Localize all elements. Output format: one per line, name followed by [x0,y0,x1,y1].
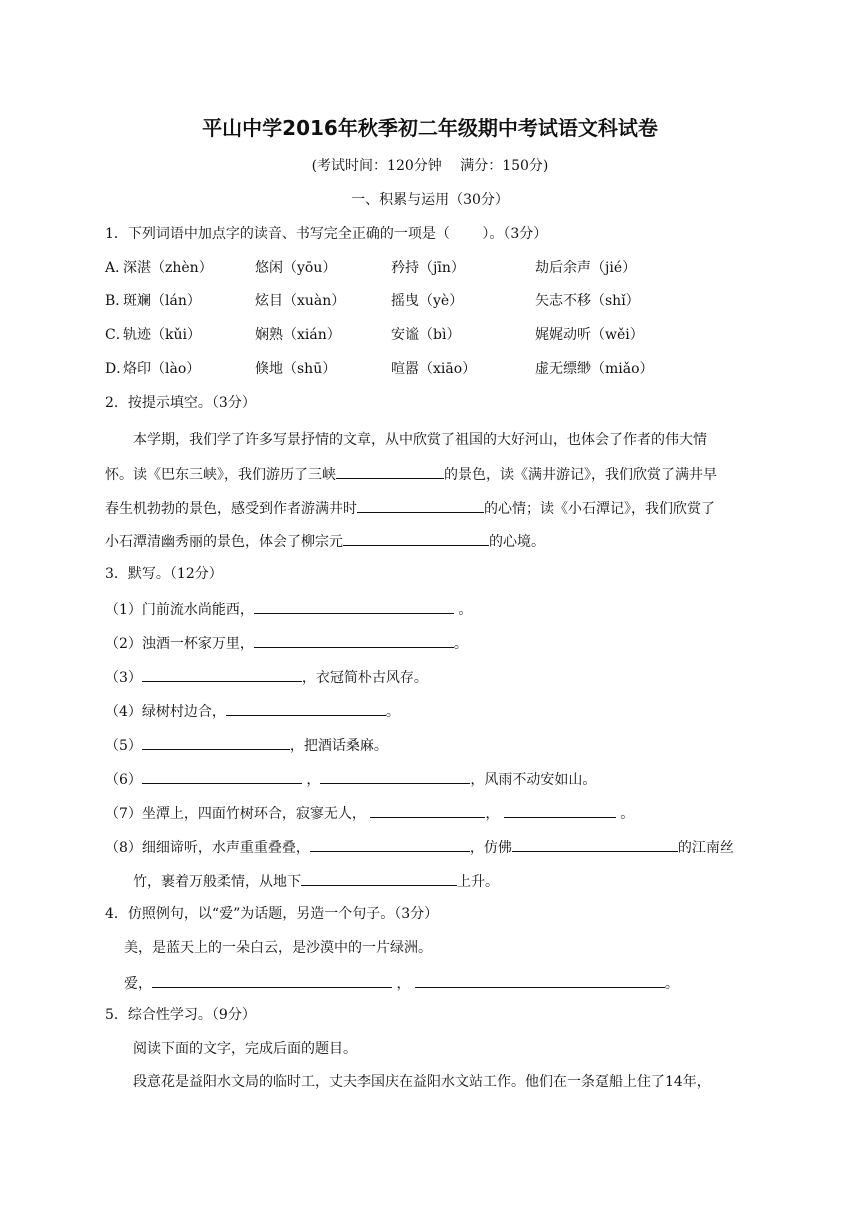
q3-text: （8）细细谛听，水声重重叠叠， [105,840,310,856]
q3-item-6 [105,767,596,789]
option-word: 斑斓（lán） [123,293,201,309]
q4-stem: 4．仿照例句，以“爱”为话题，另造一个句子。（3分） [105,906,439,922]
exam-subtitle: (考试时间：120分钟 满分：150分) [311,158,549,174]
option-word: 虚无缥缈（miǎo） [535,361,654,377]
q3-text: ， [485,806,500,822]
option-word: 摇曳（yè） [391,293,464,309]
q3-item-5 [105,733,388,755]
q3-text: 上升。 [457,874,499,890]
q3-item-7 [105,801,634,823]
fill-blank[interactable] [320,767,470,784]
option-word: 矢志不移（shǐ） [535,293,640,309]
fill-blank[interactable] [415,971,665,988]
q3-item-8-cont [133,869,499,891]
option-word: 矜持（jīn） [391,260,465,276]
q3-text: ， [306,772,321,788]
fill-blank[interactable] [343,529,489,546]
option-word: 轨迹（kǔi） [123,327,201,343]
q3-item-2 [105,631,468,653]
q2-text: 小石潭清幽秀丽的景色，体会了柳宗元 [105,534,343,550]
q4-text: 爱， [124,976,152,992]
q3-text: （4）绿树村边合， [105,704,226,720]
q3-text: （1）门前流水尚能西， [105,602,254,618]
option-label: A． [105,260,130,276]
q2-line [105,496,715,518]
option-word: 娴熟（xián） [255,327,341,343]
option-word: 安谧（bì） [391,327,461,343]
q5-stem: 5．综合性学习。（9分） [105,1007,256,1023]
q3-text: 竹，裹着万般柔情，从地下 [133,874,301,890]
fill-blank[interactable] [226,699,386,716]
section-heading: 一、积累与运用（30分） [351,192,509,208]
fill-blank[interactable] [336,462,444,479]
fill-blank[interactable] [142,733,290,750]
q3-text: （6） [105,772,142,788]
option-word: 娓娓动听（wěi） [535,327,644,343]
q2-line [105,529,545,551]
q3-text: ，仿佛 [469,840,512,856]
q3-text: （5） [105,738,142,754]
option-word: 深湛（zhèn） [123,260,213,276]
option-word: 劫后余声（jié） [535,260,637,276]
q2-line [105,462,717,484]
q4-text: 。 [664,976,679,992]
q2-stem: 2．按提示填空。（3分） [105,395,256,411]
option-word: 烙印（lào） [123,361,201,377]
fill-blank[interactable] [142,767,302,784]
q3-text: 。 [453,636,468,652]
q3-item-4 [105,699,400,721]
fill-blank[interactable] [512,835,678,852]
q2-line: 本学期，我们学了许多写景抒情的文章，从中欣赏了祖国的大好河山，也体会了作者的伟大情 [133,432,707,448]
q3-text: ，风雨不动安如山。 [470,772,597,788]
q3-text: 。 [620,806,635,822]
q2-text: 的景色，读《满井游记》，我们欣赏了满井早 [444,467,717,483]
q3-text: （7）坐潭上，四面竹树环合，寂寥无人， [105,806,366,822]
q4-text: ， [396,976,411,992]
option-label: B． [105,293,130,309]
q4-answer-line [124,971,679,993]
option-label: C． [105,327,130,343]
q3-text: 的江南丝 [677,840,734,856]
q3-item-8 [105,835,734,857]
q2-text: 的心境。 [489,534,545,550]
q4-example: 美，是蓝天上的一朵白云，是沙漠中的一片绿洲。 [124,940,432,956]
fill-blank[interactable] [152,971,392,988]
q3-text: （2）浊酒一杯家万里， [105,636,254,652]
q3-text: ，把酒话桑麻。 [289,738,388,754]
q5-passage-line: 段意花是益阳水文局的临时工，丈夫李国庆在益阳水文站工作。他们在一条趸船上住了14年， [133,1074,711,1090]
q3-item-1 [105,597,472,619]
option-word: 喧嚣（xiāo） [391,361,477,377]
option-word: 炫目（xuàn） [255,293,346,309]
q3-text: ，衣冠简朴古风存。 [301,670,428,686]
fill-blank[interactable] [142,665,302,682]
q3-stem: 3．默写。（12分） [105,566,223,582]
exam-title: 平山中学2016年秋季初二年级期中考试语文科试卷 [202,116,658,140]
fill-blank[interactable] [254,631,454,648]
fill-blank[interactable] [370,801,485,818]
option-word: 悠闲（yōu） [255,260,337,276]
q2-text: 春生机勃勃的景色，感受到作者游满井时 [105,501,357,517]
q2-text: 怀。读《巴东三峡》，我们游历了三峡 [105,467,336,483]
q2-text: 的心情；读《小石潭记》，我们欣赏了 [484,501,715,517]
q3-text: （3） [105,670,142,686]
q3-text: 。 [385,704,400,720]
q3-item-3 [105,665,428,687]
q3-text: 。 [458,602,473,618]
q5-instruction: 阅读下面的文字，完成后面的题目。 [133,1041,357,1057]
fill-blank[interactable] [254,597,454,614]
fill-blank[interactable] [504,801,616,818]
fill-blank[interactable] [301,869,457,886]
q1-stem: 1．下列词语中加点字的读音、书写完全正确的一项是（ ）。（3分） [105,226,548,242]
option-word: 倏地（shū） [255,361,337,377]
fill-blank[interactable] [357,496,484,513]
option-label: D． [105,361,131,377]
fill-blank[interactable] [310,835,470,852]
